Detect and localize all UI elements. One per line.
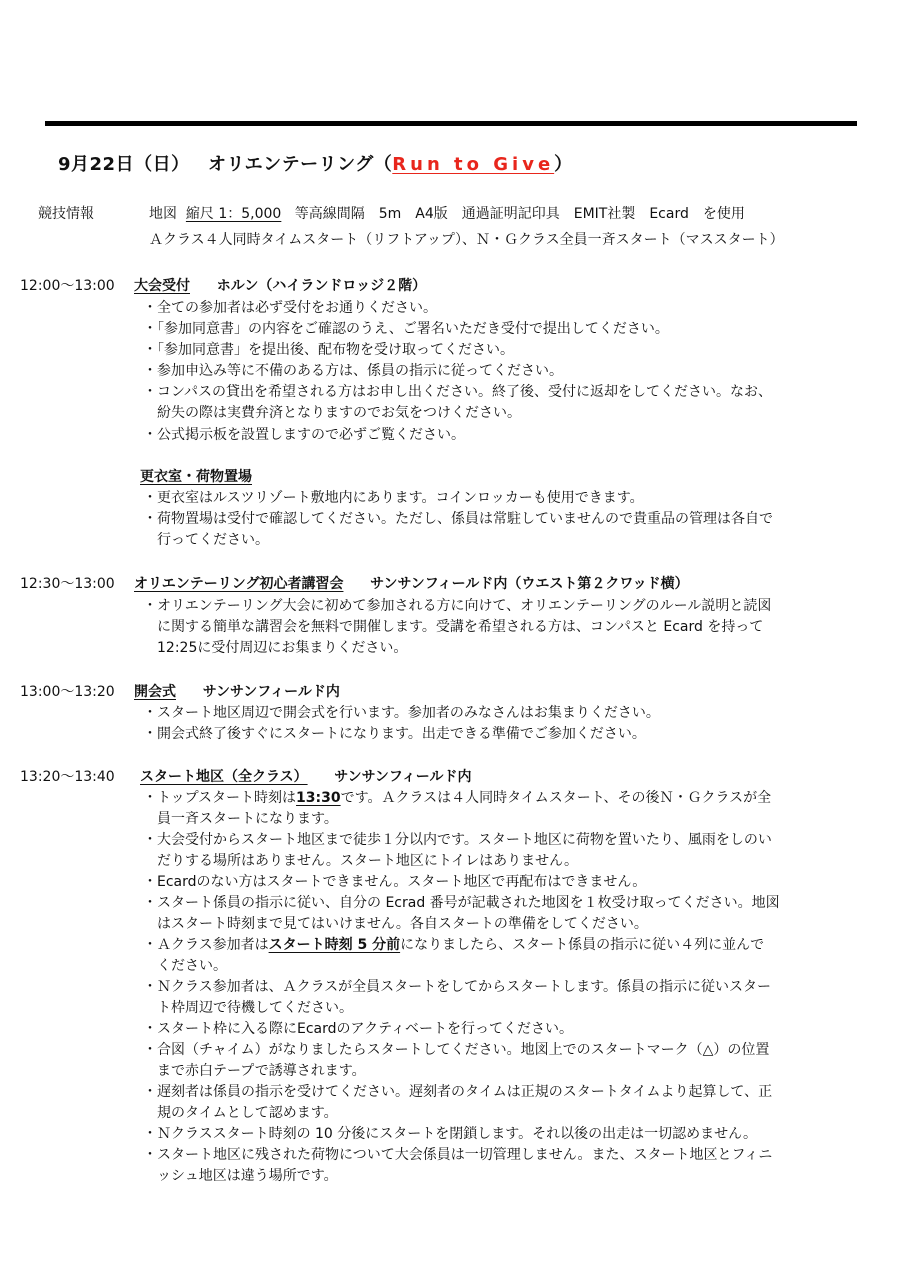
s1-line: ・参加申込み等に不備のある方は、係員の指示に従ってください。 xyxy=(143,363,563,379)
s5-top-time: 13:30 xyxy=(296,790,341,806)
s1-time: 12:00～13:00 xyxy=(20,278,115,294)
s2-line: 行ってください。 xyxy=(143,532,269,548)
s5-place: サンサンフィールド内 xyxy=(334,769,472,785)
s5-top-start-line xyxy=(143,787,771,807)
s4-heading xyxy=(134,681,340,701)
s1-place: ホルン（ハイランドロッジ２階） xyxy=(216,278,427,294)
s5-line: ・スタート地区に残された荷物について大会係員は一切管理しません。また、スタート地区とフィニ xyxy=(143,1147,773,1163)
s5-line: はスタート時刻まで見てはいけません。各自スタートの準備をしてください。 xyxy=(143,916,648,932)
s2-title: 更衣室・荷物置場 xyxy=(140,469,252,485)
s5-line: ッシュ地区は違う場所です。 xyxy=(143,1168,338,1184)
s5-heading xyxy=(140,766,472,786)
s3-line: に関する簡単な講習会を無料で開催します。受講を希望される方は、コンパスと Ecard を持って xyxy=(143,619,764,635)
title-open-paren: （ xyxy=(373,154,393,175)
s3-time: 12:30～13:00 xyxy=(20,576,115,592)
s4-time: 13:00～13:20 xyxy=(20,684,115,700)
s1-line: 紛失の際は実費弁済となりますのでお気をつけください。 xyxy=(143,405,521,421)
s1-line: ・「参加同意書」を提出後、配布物を受け取ってください。 xyxy=(143,342,514,358)
s5-line: ・スタート係員の指示に従い、自分の Ecrad 番号が記載された地図を１枚受け取ってください。地図 xyxy=(143,895,780,911)
title-close-paren: ） xyxy=(554,154,573,175)
s3-place: サンサンフィールド内（ウエスト第２クワッド横） xyxy=(370,576,689,592)
s1-heading xyxy=(134,275,426,295)
s4-place: サンサンフィールド内 xyxy=(202,684,340,700)
s5-line: ください。 xyxy=(143,958,227,974)
s3-line: ・オリエンテーリング大会に初めて参加される方に向けて、オリエンテーリングのルール説明と読図 xyxy=(143,598,772,614)
info-label: 競技情報 xyxy=(38,206,94,222)
info-rest: 等高線間隔 5m A4版 通過証明記印具 EMIT社製 Ecard を使用 xyxy=(294,206,745,222)
info-scale: 縮尺 1：5,000 xyxy=(185,206,282,222)
s5-a-class-line xyxy=(143,934,764,954)
s1-line: ・公式掲示板を設置しますので必ずご覧ください。 xyxy=(143,427,465,443)
title-date: 9月22日（日） xyxy=(58,154,190,175)
info-line-1 xyxy=(149,203,745,223)
s1-line: ・「参加同意書」の内容をご確認のうえ、ご署名いただき受付で提出してください。 xyxy=(143,321,669,337)
s5-line: ・Ｎクラススタート時刻の 10 分後にスタートを閉鎖します。それ以後の出走は一切認めません。 xyxy=(143,1126,758,1142)
s5-line: ・Ecardのない方はスタートできません。スタート地区で再配布はできません。 xyxy=(143,874,647,890)
info-map-label: 地図 xyxy=(149,206,177,222)
s5-top-pre: ・トップスタート時刻は xyxy=(143,790,297,806)
s5-line: ・遅刻者は係員の指示を受けてください。遅刻者のタイムは正規のスタートタイムより起算して、正 xyxy=(143,1084,773,1100)
s5-line: ト枠周辺で待機してください。 xyxy=(143,1000,353,1016)
s2-line: ・更衣室はルスツリゾート敷地内にあります。コインロッカーも使用できます。 xyxy=(143,490,644,506)
s5-line: ・Ｎクラス参加者は、Ａクラスが全員スタートをしてからスタートします。係員の指示に従いスター xyxy=(143,979,772,995)
s5-line: ・大会受付からスタート地区まで徒歩１分以内です。スタート地区に荷物を置いたり、風雨をしのい xyxy=(143,832,772,848)
s5-a-bold: スタート時刻 5 分前 xyxy=(268,937,401,953)
s5-line: 規のタイムとして認めます。 xyxy=(143,1105,338,1121)
info-line-2: Ａクラス４人同時タイムスタート（リフトアップ）、Ｎ・Ｇクラス全員一斉スタート（マススタート） xyxy=(149,232,784,248)
title-event: オリエンテーリング xyxy=(208,154,374,175)
s1-line: ・全ての参加者は必ず受付をお通りください。 xyxy=(143,300,437,316)
s5-top-post: です。Ａクラスは４人同時タイムスタート、その後Ｎ・Ｇクラスが全 xyxy=(340,790,772,806)
s3-title: オリエンテーリング初心者講習会 xyxy=(134,576,344,592)
s4-line: ・開会式終了後すぐにスタートになります。出走できる準備でご参加ください。 xyxy=(143,726,646,742)
s5-time: 13:20～13:40 xyxy=(20,769,115,785)
title-accent: Run to Give xyxy=(392,154,555,175)
s4-title: 開会式 xyxy=(134,684,176,700)
s5-a-pre: ・Ａクラス参加者は xyxy=(143,937,269,953)
s3-heading xyxy=(134,573,689,593)
s2-line: ・荷物置場は受付で確認してください。ただし、係員は常駐していませんので貴重品の管理は各自で xyxy=(143,511,773,527)
page-title xyxy=(58,150,573,176)
s1-title: 大会受付 xyxy=(134,278,190,294)
s5-line: まで赤白テープで誘導されます。 xyxy=(143,1063,366,1079)
top-divider xyxy=(45,121,857,126)
s5-line: ・合図（チャイム）がなりましたらスタートしてください。地図上でのスタートマーク（△）の位置 xyxy=(143,1042,770,1058)
s5-a-post: になりましたら、スタート係員の指示に従い４列に並んで xyxy=(400,937,765,953)
s5-line: ・スタート枠に入る際にEcardのアクティベートを行ってください。 xyxy=(143,1021,573,1037)
s5-title: スタート地区（全クラス） xyxy=(140,769,308,785)
s1-line: ・コンパスの貸出を希望される方はお申し出ください。終了後、受付に返却をしてください。なお、 xyxy=(143,384,773,400)
s3-line: 12:25に受付周辺にお集まりください。 xyxy=(143,640,408,656)
s4-line: ・スタート地区周辺で開会式を行います。参加者のみなさんはお集まりください。 xyxy=(143,705,660,721)
s5-line: 員一斉スタートになります。 xyxy=(143,811,338,827)
s5-line: だりする場所はありません。スタート地区にトイレはありません。 xyxy=(143,853,578,869)
